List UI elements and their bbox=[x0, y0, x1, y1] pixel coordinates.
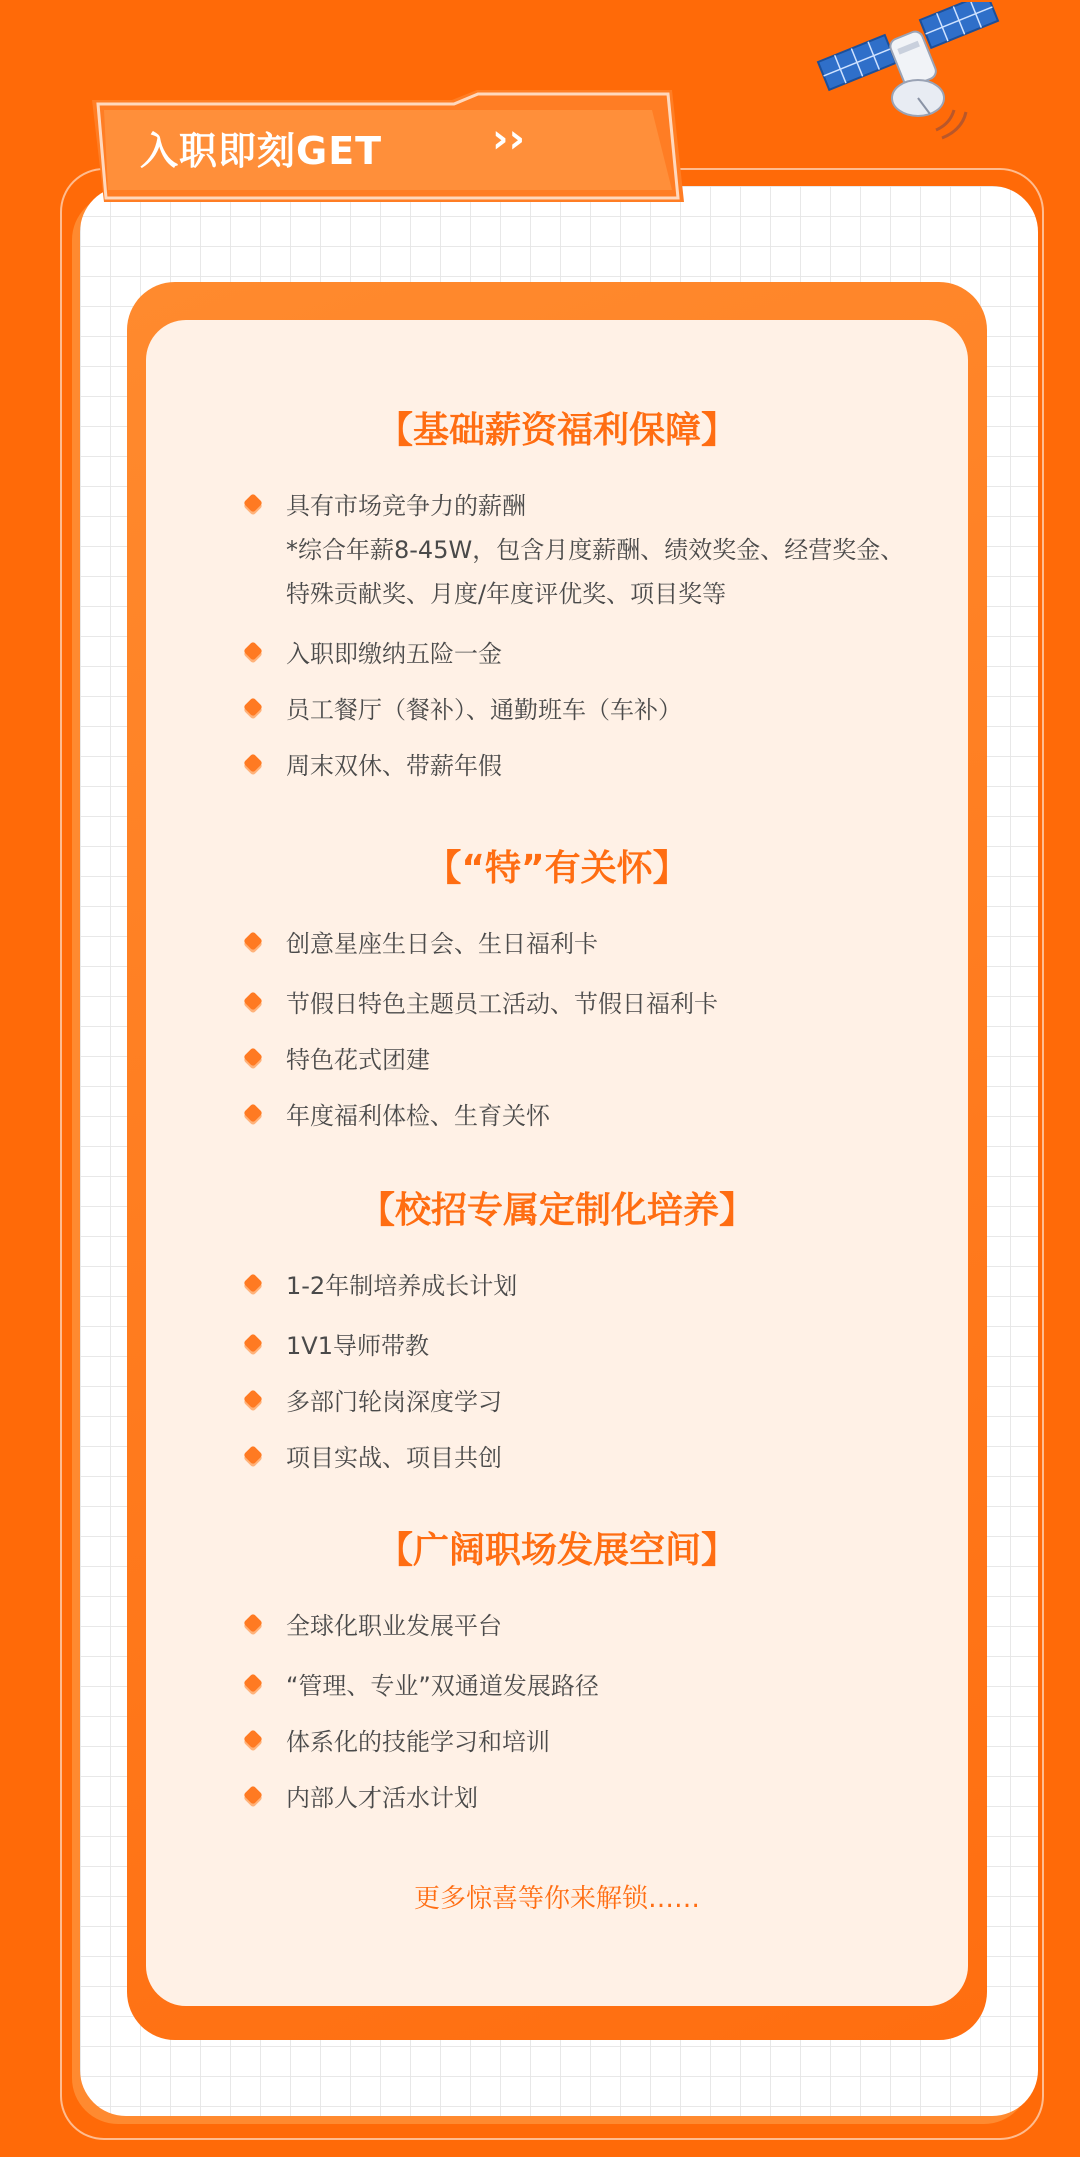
item-line: 年度福利体检、生育关怀 bbox=[286, 1102, 550, 1130]
diamond-bullet-icon bbox=[243, 1103, 263, 1123]
item-line: 特色花式团建 bbox=[286, 1046, 430, 1074]
list-item bbox=[246, 1776, 478, 1820]
diamond-bullet-icon bbox=[243, 991, 263, 1011]
item-line: 周末双休、带薪年假 bbox=[286, 752, 502, 780]
list-item bbox=[246, 484, 904, 616]
diamond-bullet-icon bbox=[243, 1729, 263, 1749]
list-item bbox=[246, 744, 502, 788]
diamond-bullet-icon bbox=[243, 1273, 263, 1293]
item-line: *综合年薪8-45W，包含月度薪酬、绩效奖金、经营奖金、 bbox=[286, 536, 905, 564]
footer-more-surprises: 更多惊喜等你来解锁…… bbox=[413, 1884, 700, 1914]
list-item bbox=[246, 1264, 517, 1308]
item-line: 1V1导师带教 bbox=[286, 1332, 429, 1360]
item-line: 具有市场竞争力的薪酬 bbox=[286, 492, 526, 520]
section-title-campus-training: 【校招专属定制化培养】 bbox=[358, 1190, 755, 1231]
diamond-bullet-icon bbox=[243, 493, 263, 513]
list-item bbox=[246, 982, 718, 1026]
item-line: 创意星座生日会、生日福利卡 bbox=[286, 930, 598, 958]
chevron-double-right-icon: ›› bbox=[492, 116, 525, 162]
list-item bbox=[246, 1094, 550, 1138]
diamond-bullet-icon bbox=[243, 1613, 263, 1633]
diamond-bullet-icon bbox=[243, 641, 263, 661]
list-item bbox=[246, 1720, 550, 1764]
satellite-icon bbox=[808, 2, 1000, 150]
item-line: “管理、专业”双通道发展路径 bbox=[286, 1672, 599, 1700]
item-line: 多部门轮岗深度学习 bbox=[286, 1388, 502, 1416]
diamond-bullet-icon bbox=[243, 753, 263, 773]
item-line: 体系化的技能学习和培训 bbox=[286, 1728, 550, 1756]
section-title-basic-benefits: 【基础薪资福利保障】 bbox=[376, 410, 737, 451]
list-item bbox=[246, 1436, 502, 1480]
section-title-special-care: 【“特”有关怀】 bbox=[425, 848, 689, 889]
item-line: 节假日特色主题员工活动、节假日福利卡 bbox=[286, 990, 718, 1018]
diamond-bullet-icon bbox=[243, 1445, 263, 1465]
diamond-bullet-icon bbox=[243, 697, 263, 717]
page-title: 入职即刻GET bbox=[140, 129, 383, 173]
diamond-bullet-icon bbox=[243, 1333, 263, 1353]
item-line: 内部人才活水计划 bbox=[286, 1784, 478, 1812]
diamond-bullet-icon bbox=[243, 931, 263, 951]
header-ribbon bbox=[92, 86, 684, 204]
list-item bbox=[246, 1380, 502, 1424]
item-line: 员工餐厅（餐补）、通勤班车（车补） bbox=[286, 696, 682, 724]
item-line: 全球化职业发展平台 bbox=[286, 1612, 502, 1640]
item-line: 1-2年制培养成长计划 bbox=[286, 1272, 518, 1300]
diamond-bullet-icon bbox=[243, 1785, 263, 1805]
section-title-career-development: 【广阔职场发展空间】 bbox=[376, 1530, 737, 1571]
diamond-bullet-icon bbox=[243, 1673, 263, 1693]
diamond-bullet-icon bbox=[243, 1047, 263, 1067]
list-item bbox=[246, 1038, 430, 1082]
list-item bbox=[246, 1664, 599, 1708]
diamond-bullet-icon bbox=[243, 1389, 263, 1409]
item-line: 特殊贡献奖、月度/年度评优奖、项目奖等 bbox=[286, 580, 727, 608]
list-item bbox=[246, 1604, 502, 1648]
list-item bbox=[246, 922, 598, 966]
item-line: 项目实战、项目共创 bbox=[286, 1444, 502, 1472]
list-item bbox=[246, 688, 682, 732]
list-item bbox=[246, 632, 502, 676]
list-item bbox=[246, 1324, 429, 1368]
item-line: 入职即缴纳五险一金 bbox=[286, 640, 502, 668]
